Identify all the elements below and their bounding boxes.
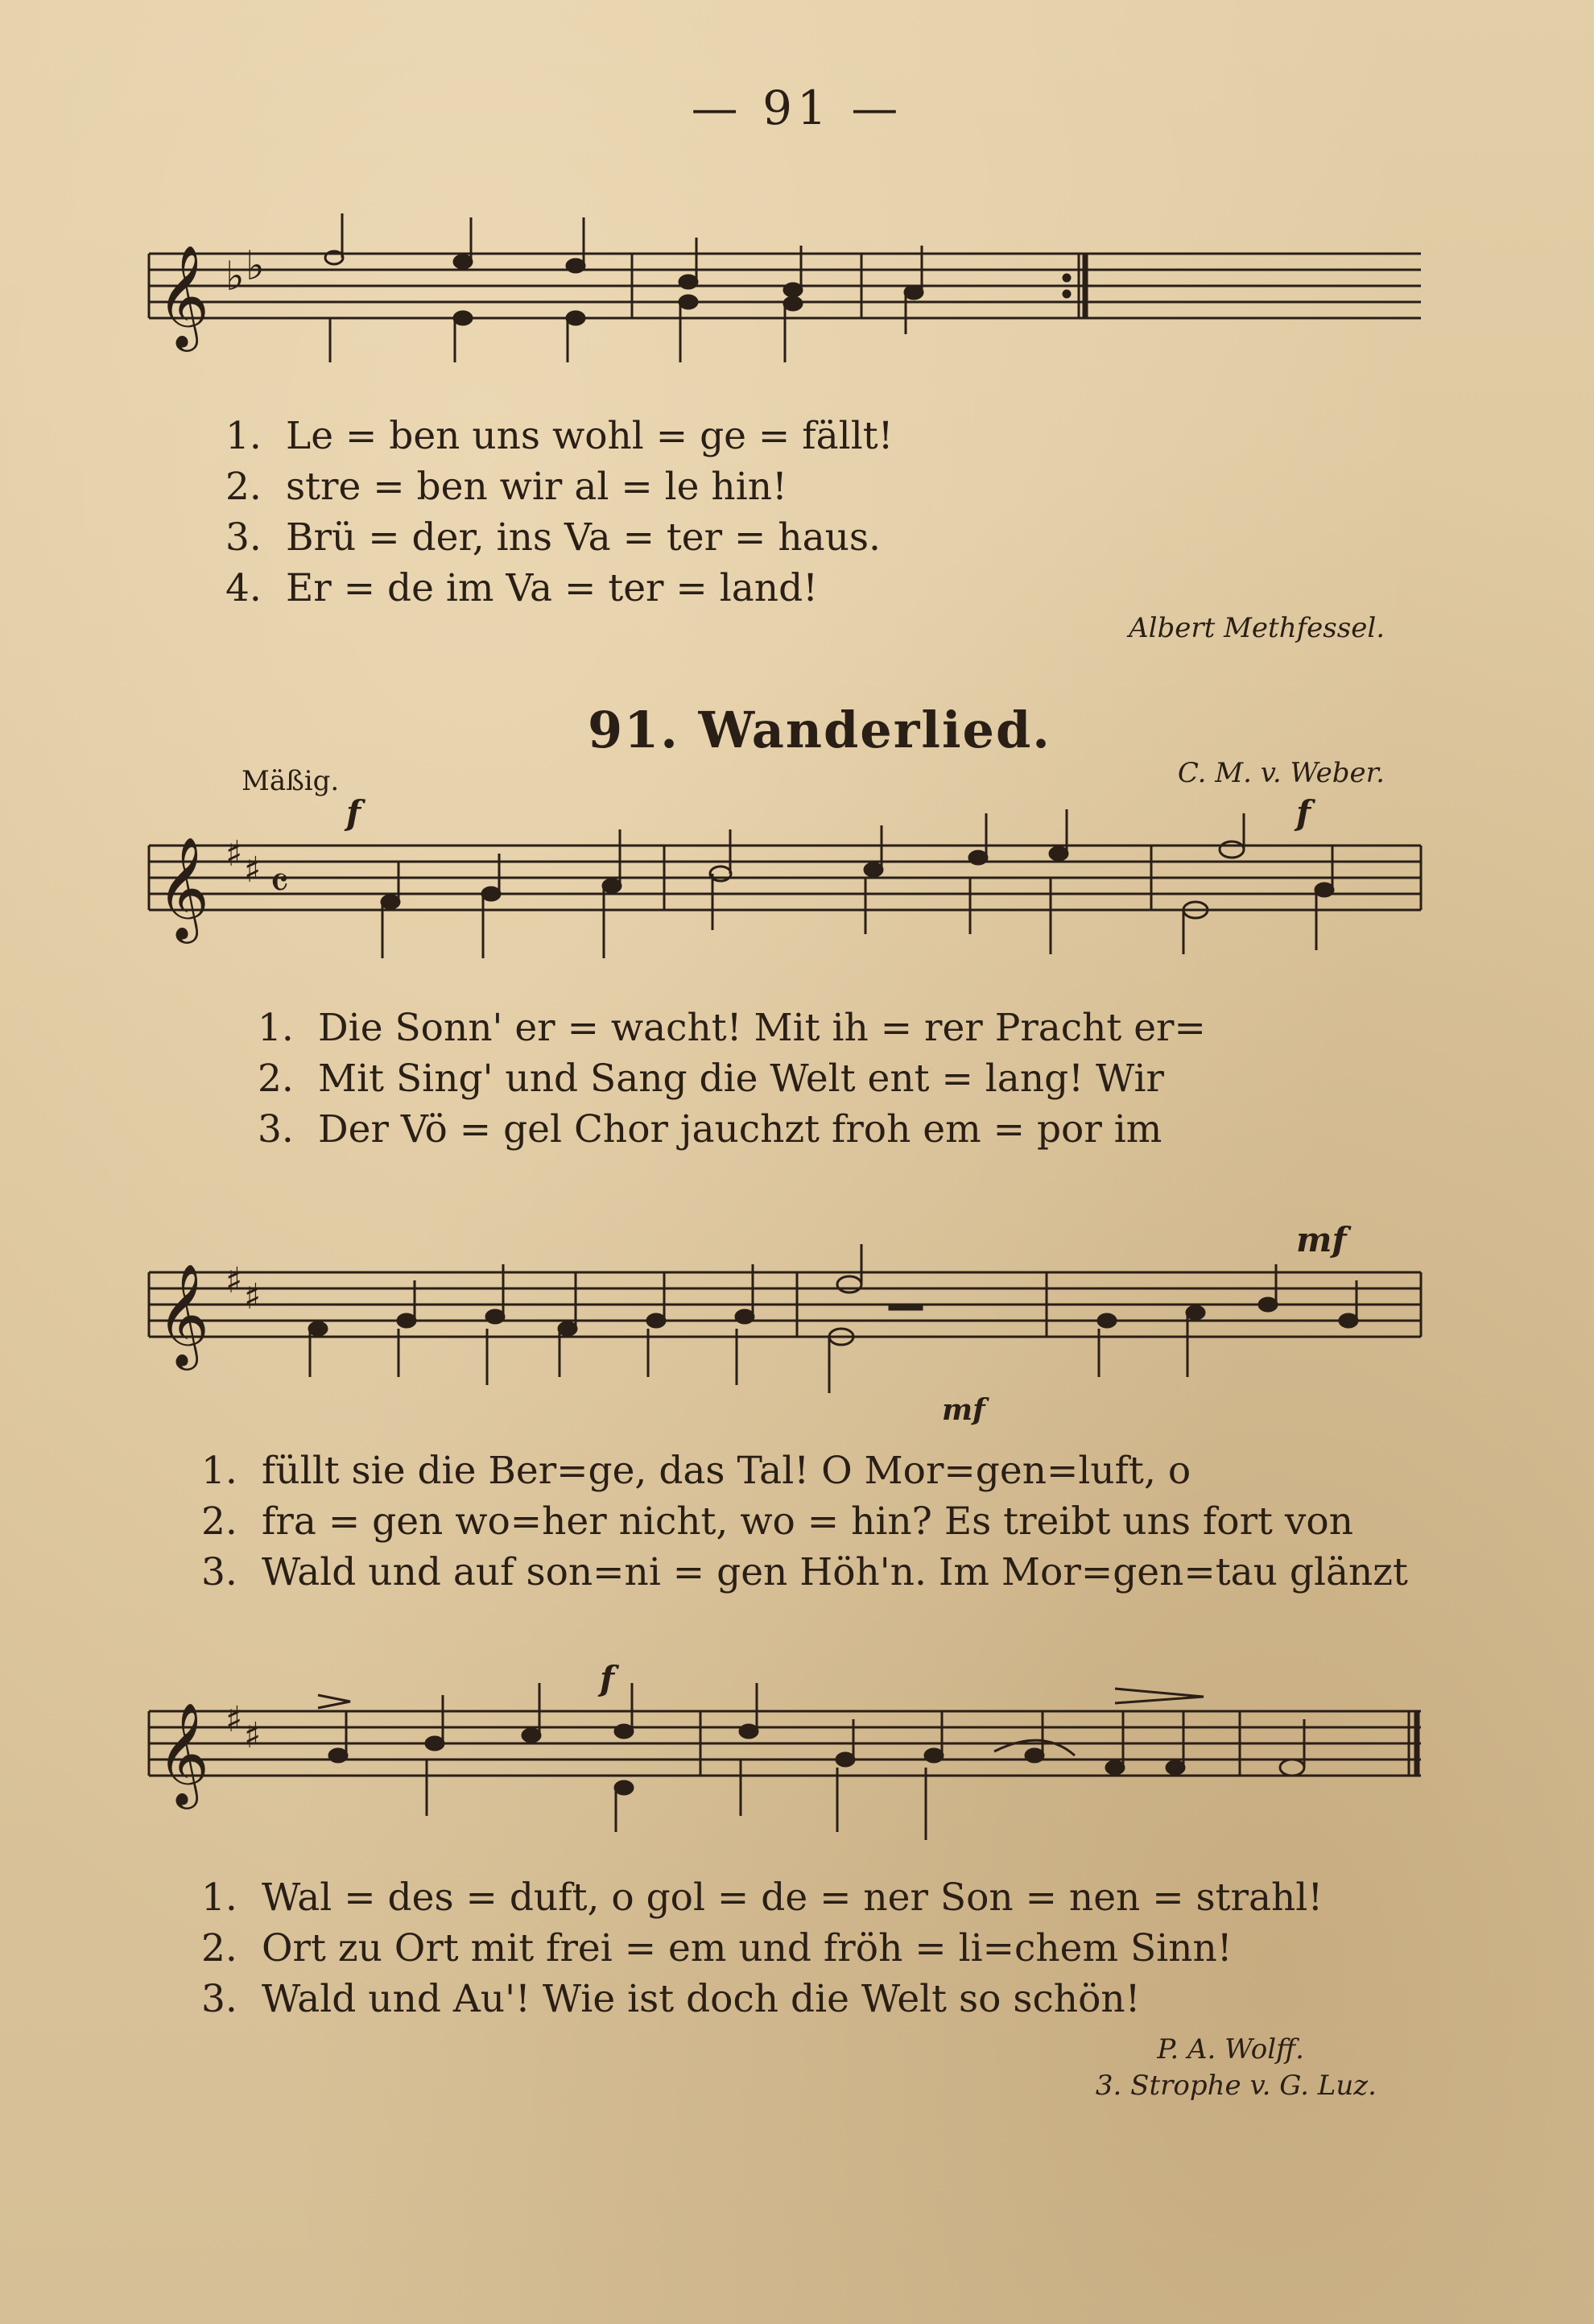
staff-notation [149, 813, 1421, 982]
lyric-text: fra = gen wo=her nicht, wo = hin? Es treibt uns fort von [262, 1499, 1354, 1544]
lyric-line [201, 1923, 1457, 1974]
verse-number: 1. [201, 1875, 237, 1920]
lyric-line [225, 563, 1481, 614]
song-title: 91. Wanderlied. [588, 701, 1051, 759]
verse-number: 3. [258, 1107, 294, 1152]
svg-text:𝄞: 𝄞 [157, 244, 210, 347]
lyric-text: Wald und Au'! Wie ist doch die Welt so schön! [262, 1977, 1141, 2021]
staff-notation [149, 1240, 1421, 1409]
lyric-line [258, 1053, 1513, 1104]
lyric-line [258, 1003, 1513, 1053]
dynamic-mezzoforte: mf [1296, 1220, 1347, 1259]
verse-number: 3. [225, 515, 262, 560]
svg-text:♯: ♯ [225, 833, 243, 875]
svg-text:𝄞: 𝄞 [157, 1702, 210, 1805]
lyric-text: Wal = des = duft, o gol = de = ner Son = nen = strahl! [262, 1875, 1324, 1920]
lyrics-block-3 [201, 1445, 1457, 1598]
verse-number: 4. [225, 566, 262, 610]
verse-credit: 3. Strophe v. G. Luz. [1095, 2070, 1377, 2102]
lyric-text: Er = de im Va = ter = land! [286, 566, 819, 610]
svg-text:♭: ♭ [225, 253, 245, 300]
lyric-line [201, 1974, 1457, 2024]
staff-notation [149, 213, 1421, 374]
music-staff-4 [149, 1679, 1421, 1864]
svg-text:𝄞: 𝄞 [157, 836, 210, 939]
svg-text:♯: ♯ [244, 850, 262, 891]
lyric-text: Mit Sing' und Sang die Welt ent = lang! Wir [318, 1057, 1164, 1101]
music-staff-3 [149, 1240, 1421, 1409]
tempo-marking: Mäßig. [242, 765, 340, 797]
verse-number: 1. [225, 414, 262, 458]
page-number: — 91 — [691, 81, 903, 135]
lyrics-block-1 [225, 411, 1481, 614]
dynamic-forte: f [1296, 793, 1311, 833]
verse-number: 3. [201, 1550, 237, 1594]
verse-number: 2. [201, 1499, 237, 1544]
staff-notation [149, 1679, 1421, 1864]
lyrics-block-2 [258, 1003, 1513, 1155]
lyric-text: Ort zu Ort mit frei = em und fröh = li=chem Sinn! [262, 1926, 1233, 1970]
lyric-line [201, 1496, 1457, 1547]
composer-credit-1: Albert Methfessel. [1129, 612, 1385, 644]
lyric-line [225, 512, 1481, 563]
verse-number: 3. [201, 1977, 237, 2021]
svg-text:𝄴: 𝄴 [270, 858, 290, 908]
dynamic-forte: f [600, 1659, 615, 1698]
lyricist-credit: P. A. Wolff. [1157, 2033, 1304, 2066]
music-staff-2 [149, 813, 1421, 982]
composer-credit-2: C. M. v. Weber. [1177, 757, 1385, 789]
lyric-line [201, 1547, 1457, 1598]
svg-text:♯: ♯ [225, 1260, 243, 1301]
lyric-text: Der Vö = gel Chor jauchzt froh em = por im [318, 1107, 1162, 1152]
lyric-text: Die Sonn' er = wacht! Mit ih = rer Pracht er= [318, 1006, 1206, 1050]
svg-text:♭: ♭ [246, 242, 265, 289]
lyric-text: Wald und auf son=ni = gen Höh'n. Im Mor=gen=tau glänzt [262, 1550, 1408, 1594]
lyric-text: Le = ben uns wohl = ge = fällt! [286, 414, 894, 458]
lyric-line [201, 1445, 1457, 1496]
verse-number: 1. [201, 1449, 237, 1493]
lyric-line [201, 1872, 1457, 1923]
svg-text:♯: ♯ [225, 1699, 243, 1740]
lyric-line [225, 411, 1481, 461]
dynamic-mezzoforte: mf [942, 1393, 985, 1427]
lyric-text: füllt sie die Ber=ge, das Tal! O Mor=gen=luft, o [262, 1449, 1191, 1493]
svg-text:♯: ♯ [244, 1715, 262, 1756]
verse-number: 2. [225, 465, 262, 509]
lyrics-block-4 [201, 1872, 1457, 2024]
verse-number: 2. [201, 1926, 237, 1970]
dynamic-forte: f [346, 793, 361, 833]
verse-number: 1. [258, 1006, 294, 1050]
lyric-text: stre = ben wir al = le hin! [286, 465, 787, 509]
verse-number: 2. [258, 1057, 294, 1101]
svg-text:♯: ♯ [244, 1276, 262, 1317]
lyric-line [258, 1104, 1513, 1155]
lyric-text: Brü = der, ins Va = ter = haus. [286, 515, 881, 560]
lyric-line [225, 461, 1481, 512]
svg-text:𝄞: 𝄞 [157, 1263, 210, 1366]
music-staff-1 [149, 213, 1421, 374]
